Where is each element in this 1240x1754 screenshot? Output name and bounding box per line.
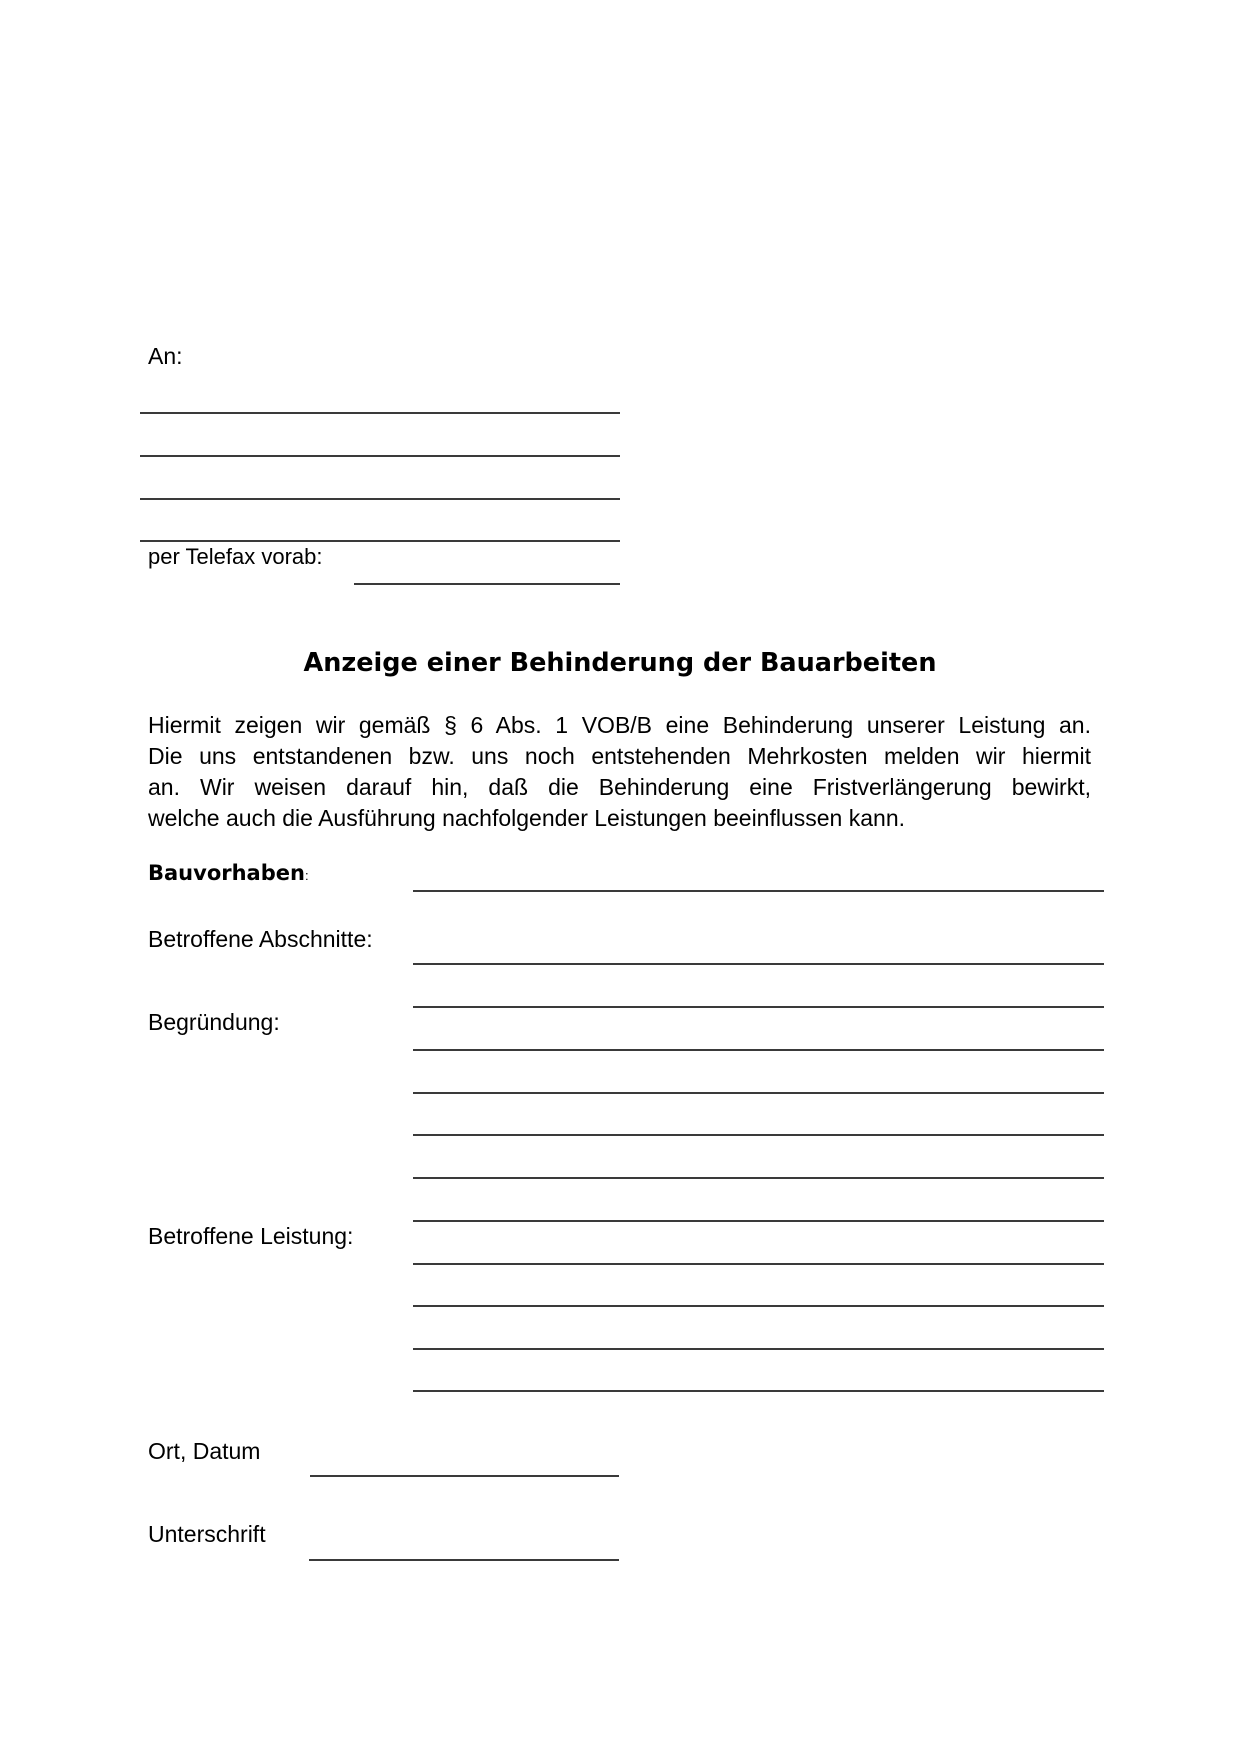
- reason-label: Begründung:: [148, 1009, 280, 1035]
- document-title: Anzeige einer Behinderung der Bauarbeiten: [303, 648, 937, 678]
- service-line-4[interactable]: [413, 1348, 1104, 1350]
- intro-paragraph: [148, 710, 1091, 834]
- fax-label: per Telefax vorab:: [148, 544, 323, 569]
- sections-label: Betroffene Abschnitte:: [148, 926, 373, 952]
- service-line-5[interactable]: [413, 1390, 1104, 1392]
- reason-line-4[interactable]: [413, 1177, 1104, 1179]
- paragraph-line: Hiermit zeigen wir gemäß § 6 Abs. 1 VOB/B eine Behinderung unserer Leistung an.: [148, 712, 1091, 738]
- paragraph-line: an. Wir weisen darauf hin, daß die Behinderung eine Fristverlängerung bewirkt,: [148, 774, 1091, 800]
- recipient-line-3[interactable]: [140, 498, 620, 500]
- sections-line-2[interactable]: [413, 1006, 1104, 1008]
- paragraph-line: welche auch die Ausführung nachfolgender Leistungen beeinflussen kann.: [148, 805, 906, 831]
- service-line-2[interactable]: [413, 1263, 1104, 1265]
- service-label: Betroffene Leistung:: [148, 1223, 354, 1249]
- sections-line-1[interactable]: [413, 963, 1104, 965]
- service-line-1[interactable]: [413, 1220, 1104, 1222]
- signature-line[interactable]: [309, 1559, 619, 1561]
- service-line-3[interactable]: [413, 1305, 1104, 1307]
- signature-label: Unterschrift: [148, 1521, 266, 1547]
- recipient-line-4[interactable]: [140, 540, 620, 542]
- recipient-label: An:: [148, 343, 183, 369]
- recipient-line-2[interactable]: [140, 455, 620, 457]
- project-line[interactable]: [413, 890, 1104, 892]
- project-label: Bauvorhaben: [148, 861, 305, 885]
- paragraph-line: Die uns entstandenen bzw. uns noch entstehenden Mehrkosten melden wir hiermit: [148, 743, 1091, 769]
- fax-number-line[interactable]: [354, 583, 620, 585]
- place-date-line[interactable]: [310, 1475, 619, 1477]
- recipient-line-1[interactable]: [140, 412, 620, 414]
- place-date-label: Ort, Datum: [148, 1438, 261, 1464]
- project-label-wrap: [148, 861, 309, 885]
- reason-line-1[interactable]: [413, 1049, 1104, 1051]
- reason-line-2[interactable]: [413, 1092, 1104, 1094]
- reason-line-3[interactable]: [413, 1134, 1104, 1136]
- project-colon: :: [304, 868, 309, 883]
